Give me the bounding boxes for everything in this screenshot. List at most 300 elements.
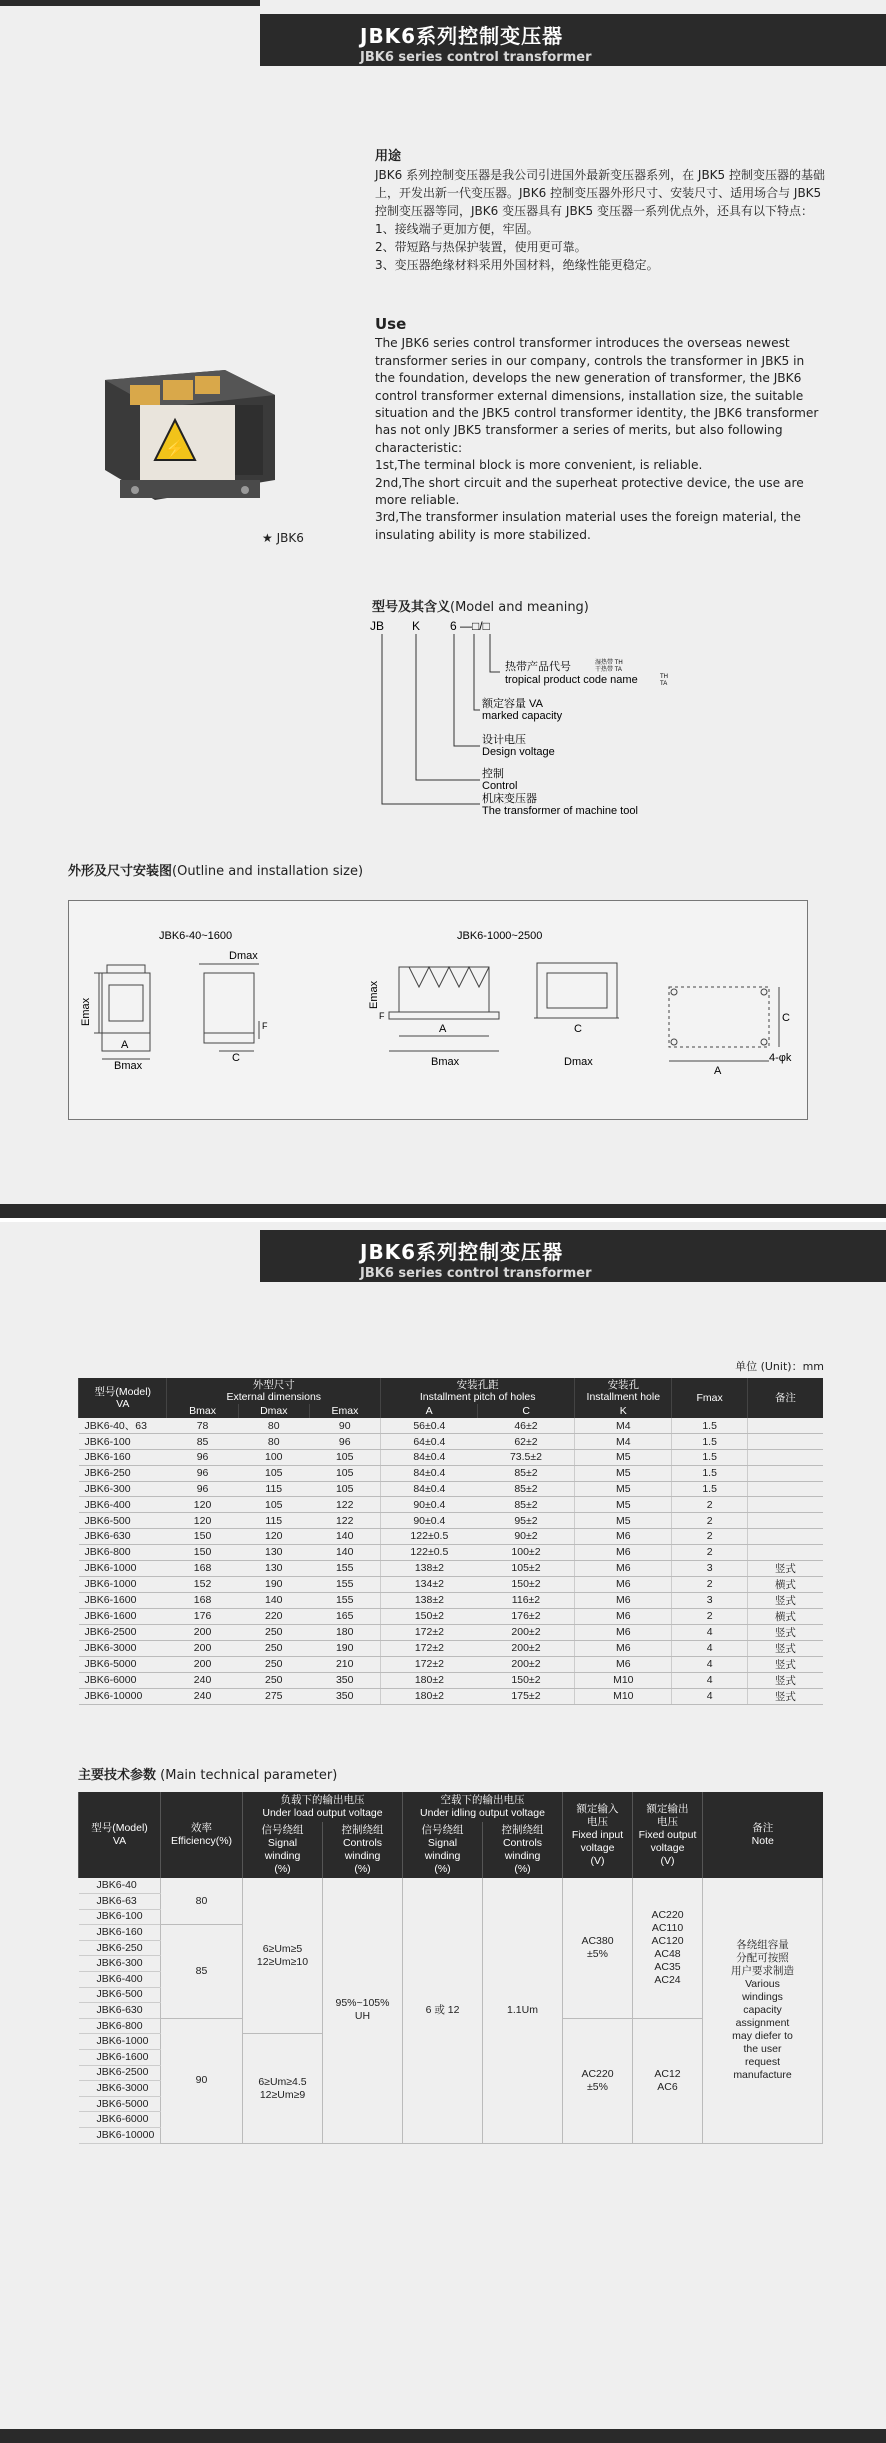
note-cell-line: may diefer to xyxy=(732,2029,793,2042)
table-row xyxy=(79,1418,824,1434)
table-cell: 172±2 xyxy=(381,1656,478,1672)
table-row xyxy=(79,1560,824,1576)
table-cell: 250 xyxy=(238,1624,309,1640)
dim-dmax-left: Dmax xyxy=(229,950,258,962)
use-en-body: The JBK6 series control transformer introduces the overseas newest transformer series in our company, controls the transformer in JBK5 in the foundation, develops the new generation of transformer, the JBK6 control transformer external dimensions, installation size, the suitable situation and the JBK5 control transformer identity, the JBK6 transformer has not only JBK5 transformer a series of merits, but also following characteristic: xyxy=(375,336,819,455)
table-cell: 116±2 xyxy=(478,1592,575,1608)
use-cn-point: 3、变压器绝缘材料采用外国材料，绝缘性能更稳定。 xyxy=(375,258,659,272)
meaning-note: 湿热带 TH xyxy=(595,660,623,666)
table-cell: 115 xyxy=(238,1481,309,1497)
note-cell-line: Various xyxy=(745,1977,780,1990)
table-cell: 105 xyxy=(238,1497,309,1513)
model-cell xyxy=(79,1894,161,1910)
model-cell-line: JBK6-63 xyxy=(96,1894,137,1907)
page-header xyxy=(260,1230,886,1282)
model-cell-line: JBK6-40 xyxy=(96,1879,137,1892)
use-cn-body: JBK6 系列控制变压器是我公司引进国外最新变压器系列，在 JBK5 控制变压器的基础上，开发出新一代变压器。JBK6 控制变压器外形尺寸、安装尺寸、适用场合与 JBK5 控制变压器等同，JBK6 变压器具有 JBK5 变压器一系列优点外，还具有以下特点： xyxy=(375,168,825,218)
dims-header-row xyxy=(79,1378,824,1404)
table-cell: 180±2 xyxy=(381,1672,478,1688)
table-cell: 2 xyxy=(672,1576,748,1592)
model-cell xyxy=(79,2003,161,2019)
model-cell-line: JBK6-160 xyxy=(96,1926,143,1939)
table-cell: 115 xyxy=(238,1513,309,1529)
tcol-load-control xyxy=(323,1822,403,1878)
eff-cell xyxy=(161,2018,243,2143)
table-cell xyxy=(747,1497,823,1513)
eff-cell xyxy=(161,1925,243,2019)
tcol-label: (%) xyxy=(274,1863,291,1875)
tcol-idle-control xyxy=(483,1822,563,1878)
table-cell: 100±2 xyxy=(478,1544,575,1560)
use-cn-point: 2、带短路与热保护装置，使用更可靠。 xyxy=(375,240,587,254)
table-cell: M6 xyxy=(575,1624,672,1640)
unit-label: 单位 (Unit)：mm xyxy=(735,1360,824,1373)
col-hole xyxy=(575,1378,672,1404)
col-a: A xyxy=(381,1404,478,1418)
table-row xyxy=(79,1497,824,1513)
table-cell: 46±2 xyxy=(478,1418,575,1434)
table-cell: 176±2 xyxy=(478,1608,575,1624)
tcol-label: (%) xyxy=(514,1863,531,1875)
table-cell: JBK6-1000 xyxy=(79,1576,167,1592)
table-cell: 90±0.4 xyxy=(381,1497,478,1513)
table-cell: 2 xyxy=(672,1529,748,1545)
table-cell: 2 xyxy=(672,1544,748,1560)
col-k: K xyxy=(575,1404,672,1418)
table-row xyxy=(79,1465,824,1481)
table-cell: 竖式 xyxy=(747,1656,823,1672)
page-bottom-bar xyxy=(0,2429,886,2443)
table-cell: 150 xyxy=(167,1544,238,1560)
col-fmax: Fmax xyxy=(672,1378,748,1418)
product-label: ★ JBK6 xyxy=(262,531,304,545)
output-cell-line: AC6 xyxy=(657,2080,678,2093)
meaning-item-cn: 机床变压器 xyxy=(482,793,537,805)
col-c: C xyxy=(478,1404,575,1418)
load-signal-cell-line: 12≥Um≥9 xyxy=(259,2088,306,2101)
model-cell xyxy=(79,2112,161,2128)
model-cell xyxy=(79,2018,161,2034)
table-cell: JBK6-160 xyxy=(79,1450,167,1466)
col-dmax: Dmax xyxy=(238,1404,309,1418)
model-cell-line: JBK6-500 xyxy=(96,1988,143,2001)
table-cell xyxy=(747,1450,823,1466)
output-cell xyxy=(633,1878,703,2018)
table-cell: 84±0.4 xyxy=(381,1465,478,1481)
output-cell-line: AC48 xyxy=(654,1947,681,1960)
tcol-output-cn2: 电压 xyxy=(657,1815,678,1828)
table-row xyxy=(79,1513,824,1529)
table-cell: JBK6-10000 xyxy=(79,1688,167,1704)
model-cell xyxy=(79,2050,161,2066)
table-cell: M5 xyxy=(575,1497,672,1513)
table-cell: 350 xyxy=(309,1688,380,1704)
tcol-input-en1: Fixed input xyxy=(571,1828,624,1841)
table-cell: 85±2 xyxy=(478,1481,575,1497)
table-cell: M5 xyxy=(575,1465,672,1481)
load-signal-cell-line: 6≥Um≥4.5 xyxy=(258,2075,307,2088)
tech-title-cn: 主要技术参数 xyxy=(78,1768,157,1783)
meaning-item-en: Control xyxy=(482,780,518,792)
technical-table xyxy=(78,1792,823,2144)
model-cell xyxy=(79,2034,161,2050)
tcol-output-cn: 额定输出 xyxy=(646,1802,689,1815)
table-cell: 200 xyxy=(167,1656,238,1672)
eff-cell-line: 85 xyxy=(195,1965,208,1978)
table-cell: 250 xyxy=(238,1672,309,1688)
table-cell: 138±2 xyxy=(381,1592,478,1608)
table-row xyxy=(79,1608,824,1624)
table-cell: 96 xyxy=(309,1434,380,1450)
catalog-page-1 xyxy=(0,0,886,1218)
table-cell: 96 xyxy=(167,1481,238,1497)
model-cell xyxy=(79,1940,161,1956)
table-cell: 1.5 xyxy=(672,1450,748,1466)
table-cell: 150±2 xyxy=(478,1672,575,1688)
dim-f-right: F xyxy=(379,1011,385,1021)
table-cell: 105±2 xyxy=(478,1560,575,1576)
table-cell: 190 xyxy=(238,1576,309,1592)
model-cell-line: JBK6-10000 xyxy=(96,2128,155,2141)
meaning-item-cn: 热带产品代号 xyxy=(505,661,571,673)
eff-cell-line: 80 xyxy=(195,1894,208,1907)
page-header xyxy=(260,14,886,66)
table-cell: 150±2 xyxy=(478,1576,575,1592)
dim-bmax-left: Bmax xyxy=(114,1060,143,1072)
dims-body xyxy=(79,1418,824,1704)
dim-a-install: A xyxy=(714,1065,722,1077)
model-cell-line: JBK6-1000 xyxy=(96,2035,149,2048)
use-en-point: 2nd,The short circuit and the superheat protective device, the use are more reliable. xyxy=(375,475,804,508)
table-row xyxy=(79,1688,824,1704)
meaning-item-en: The transformer of machine tool xyxy=(482,805,638,817)
note-cell-line: windings xyxy=(742,1990,783,2003)
table-cell: 90 xyxy=(309,1418,380,1434)
table-cell: 275 xyxy=(238,1688,309,1704)
table-cell xyxy=(747,1434,823,1450)
tcol-input-cn2: 电压 xyxy=(587,1815,608,1828)
load-signal-cell xyxy=(243,1878,323,2034)
model-cell xyxy=(79,1878,161,1894)
table-cell: 80 xyxy=(238,1434,309,1450)
use-en-title: Use xyxy=(375,315,407,333)
dimensions-table xyxy=(78,1378,823,1705)
table-cell: 168 xyxy=(167,1592,238,1608)
note-cell-line: the user xyxy=(743,2042,782,2055)
table-cell: 120 xyxy=(167,1513,238,1529)
table-cell: 350 xyxy=(309,1672,380,1688)
tcol-label: 信号绕组 xyxy=(421,1824,464,1836)
table-cell: 140 xyxy=(309,1529,380,1545)
tcol-load-en: Under load output voltage xyxy=(262,1807,383,1819)
table-cell: 84±0.4 xyxy=(381,1450,478,1466)
load-signal-cell xyxy=(243,2034,323,2143)
tcol-note-en: Note xyxy=(751,1835,774,1847)
model-cell xyxy=(79,1909,161,1925)
table-cell: 2 xyxy=(672,1513,748,1529)
product-photo xyxy=(95,340,285,530)
dim-c-left: C xyxy=(232,1052,240,1064)
table-cell: 140 xyxy=(238,1592,309,1608)
table-cell: JBK6-300 xyxy=(79,1481,167,1497)
tech-header-row xyxy=(79,1792,823,1822)
col-external-cn: 外型尺寸 xyxy=(252,1379,295,1391)
tcol-input xyxy=(563,1792,633,1878)
table-cell: M6 xyxy=(575,1560,672,1576)
meaning-item-en: tropical product code name xyxy=(505,674,638,686)
model-cell-line: JBK6-6000 xyxy=(96,2113,149,2126)
header-title-cn: JBK6系列控制变压器 xyxy=(360,24,564,48)
code-jb: JB xyxy=(370,619,385,633)
table-cell: 120 xyxy=(167,1497,238,1513)
input-cell-line: ±5% xyxy=(587,2080,608,2093)
tcol-input-en2: voltage xyxy=(580,1841,615,1854)
tcol-idle-cn: 空载下的输出电压 xyxy=(440,1794,525,1806)
table-cell: JBK6-3000 xyxy=(79,1640,167,1656)
table-cell: 竖式 xyxy=(747,1672,823,1688)
table-cell: 250 xyxy=(238,1656,309,1672)
tcol-output-en1: Fixed output xyxy=(638,1828,697,1841)
tcol-load xyxy=(243,1792,403,1822)
meaning-note: 干热带 TA xyxy=(595,667,622,673)
table-cell: 140 xyxy=(309,1544,380,1560)
table-cell: M4 xyxy=(575,1418,672,1434)
table-cell: 152 xyxy=(167,1576,238,1592)
use-en-point: 1st,The terminal block is more convenient, is reliable. xyxy=(375,458,703,473)
table-row xyxy=(79,1450,824,1466)
tcol-label: 信号绕组 xyxy=(261,1824,304,1836)
tcol-label: Controls xyxy=(502,1837,543,1849)
col-external xyxy=(167,1378,381,1404)
col-external-en: External dimensions xyxy=(226,1391,322,1403)
note-cell-line: 用户要求制造 xyxy=(731,1964,794,1977)
use-cn-section xyxy=(375,148,825,274)
load-control-cell-line: 95%~105% xyxy=(335,1997,390,2010)
table-cell: 4 xyxy=(672,1656,748,1672)
input-cell-line: AC220 xyxy=(581,2067,614,2080)
col-pitch xyxy=(381,1378,575,1404)
table-cell: 130 xyxy=(238,1544,309,1560)
model-cell xyxy=(79,1925,161,1941)
dim-a-left: A xyxy=(121,1039,129,1051)
table-cell: 180±2 xyxy=(381,1688,478,1704)
outline-title-en: (Outline and installation size) xyxy=(172,864,364,879)
table-cell: 150±2 xyxy=(381,1608,478,1624)
table-cell: 96 xyxy=(167,1450,238,1466)
svg-text:⚡: ⚡ xyxy=(163,439,187,459)
output-cell xyxy=(633,2018,703,2143)
tcol-label: Signal xyxy=(267,1837,298,1849)
meaning-item-en: marked capacity xyxy=(482,710,563,722)
model-cell-line: JBK6-630 xyxy=(96,2004,143,2017)
col-emax: Emax xyxy=(309,1404,380,1418)
model-cell-line: JBK6-300 xyxy=(96,1957,143,1970)
model-cell-line: JBK6-1600 xyxy=(96,2050,149,2063)
table-cell: 2 xyxy=(672,1608,748,1624)
header-title-cn: JBK6系列控制变压器 xyxy=(360,1240,564,1264)
note-cell-line: 分配可按照 xyxy=(736,1951,789,1964)
table-cell: 96 xyxy=(167,1465,238,1481)
table-cell: M6 xyxy=(575,1592,672,1608)
table-cell: JBK6-400 xyxy=(79,1497,167,1513)
table-cell: 1.5 xyxy=(672,1465,748,1481)
tcol-idle xyxy=(403,1792,563,1822)
meaning-sub: TA xyxy=(660,681,668,687)
table-cell: JBK6-5000 xyxy=(79,1656,167,1672)
dim-dmax-right: Dmax xyxy=(564,1056,593,1068)
table-cell: 横式 xyxy=(747,1608,823,1624)
dim-c-right: C xyxy=(574,1023,582,1035)
table-cell: 90±2 xyxy=(478,1529,575,1545)
table-row xyxy=(79,1624,824,1640)
dim-a-right: A xyxy=(439,1023,447,1035)
meaning-title-cn: 型号及其含义 xyxy=(372,600,451,615)
header-title-en: JBK6 series control transformer xyxy=(360,50,592,65)
output-cell-line: AC35 xyxy=(654,1960,681,1973)
table-cell: 85±2 xyxy=(478,1465,575,1481)
dim-f-left: F xyxy=(262,1021,268,1031)
table-cell: JBK6-500 xyxy=(79,1513,167,1529)
table-cell: 168 xyxy=(167,1560,238,1576)
tcol-label: (%) xyxy=(434,1863,451,1875)
table-cell: 138±2 xyxy=(381,1560,478,1576)
table-cell: 165 xyxy=(309,1608,380,1624)
table-cell: 122±0.5 xyxy=(381,1544,478,1560)
table-cell: 64±0.4 xyxy=(381,1434,478,1450)
tcol-input-cn: 额定输入 xyxy=(576,1802,619,1815)
table-cell: M5 xyxy=(575,1450,672,1466)
dim-hole: 4-φk xyxy=(769,1052,792,1064)
table-cell: JBK6-40、63 xyxy=(79,1418,167,1434)
model-meaning-diagram xyxy=(370,612,730,822)
outline-title-cn: 外形及尺寸安装图 xyxy=(68,864,173,879)
table-cell: 190 xyxy=(309,1640,380,1656)
table-row xyxy=(79,1529,824,1545)
output-cell-line: AC110 xyxy=(651,1921,684,1934)
tcol-load-cn: 负载下的输出电压 xyxy=(280,1794,365,1806)
tcol-label: 控制绕组 xyxy=(501,1824,544,1836)
note-cell-line: 各绕组容量 xyxy=(736,1938,789,1951)
idle-control-cell xyxy=(483,1878,563,2143)
table-cell: 172±2 xyxy=(381,1624,478,1640)
tcol-input-v: (V) xyxy=(590,1854,605,1867)
table-cell: M4 xyxy=(575,1434,672,1450)
note-cell-line: assignment xyxy=(735,2016,790,2029)
table-cell: 3 xyxy=(672,1560,748,1576)
eff-cell xyxy=(161,1878,243,1925)
tcol-load-signal xyxy=(243,1822,323,1878)
note-cell-line: request xyxy=(744,2055,781,2068)
meaning-item-cn: 控制 xyxy=(482,768,504,780)
col-pitch-cn: 安装孔距 xyxy=(456,1379,499,1391)
tech-body xyxy=(79,1878,823,2143)
table-cell: 120 xyxy=(238,1529,309,1545)
table-cell: M6 xyxy=(575,1544,672,1560)
table-cell: 1.5 xyxy=(672,1418,748,1434)
tcol-output-en2: voltage xyxy=(650,1841,685,1854)
col-pitch-en: Installment pitch of holes xyxy=(419,1391,536,1403)
page-bottom-bar xyxy=(0,1204,886,1218)
table-row xyxy=(79,1656,824,1672)
load-control-cell xyxy=(323,1878,403,2143)
use-cn-title: 用途 xyxy=(375,149,402,164)
model-cell-line: JBK6-100 xyxy=(96,1910,143,1923)
tcol-idle-signal xyxy=(403,1822,483,1878)
table-cell: 95±2 xyxy=(478,1513,575,1529)
note-cell xyxy=(703,1878,823,2143)
tcol-label: Signal xyxy=(427,1837,458,1849)
outline-label-right: JBK6-1000~2500 xyxy=(457,930,543,942)
table-cell: 210 xyxy=(309,1656,380,1672)
use-cn-point: 1、接线端子更加方便，牢固。 xyxy=(375,222,539,236)
table-cell: 130 xyxy=(238,1560,309,1576)
tech-title xyxy=(78,1764,337,1783)
table-cell: JBK6-1000 xyxy=(79,1560,167,1576)
table-cell: 56±0.4 xyxy=(381,1418,478,1434)
note-cell-line: capacity xyxy=(743,2003,782,2016)
col-model-label: 型号(Model) xyxy=(94,1386,152,1398)
table-cell: 122±0.5 xyxy=(381,1529,478,1545)
dim-c-install: C xyxy=(782,1012,790,1024)
table-cell xyxy=(747,1465,823,1481)
table-cell: 85 xyxy=(167,1434,238,1450)
input-cell-line: AC380 xyxy=(581,1934,614,1947)
table-cell: 2 xyxy=(672,1497,748,1513)
tcol-note-cn: 备注 xyxy=(752,1822,774,1834)
table-cell: JBK6-100 xyxy=(79,1434,167,1450)
table-cell: M6 xyxy=(575,1640,672,1656)
table-cell: 90±0.4 xyxy=(381,1513,478,1529)
table-cell: 4 xyxy=(672,1624,748,1640)
table-cell xyxy=(747,1418,823,1434)
col-note: 备注 xyxy=(747,1378,823,1418)
meaning-item-en: Design voltage xyxy=(482,746,555,758)
model-cell-line: JBK6-250 xyxy=(96,1941,143,1954)
col-model xyxy=(79,1378,167,1418)
table-row xyxy=(79,1672,824,1688)
table-cell: 竖式 xyxy=(747,1592,823,1608)
header-title-en: JBK6 series control transformer xyxy=(360,1266,592,1281)
model-cell xyxy=(79,2081,161,2097)
table-cell: 4 xyxy=(672,1688,748,1704)
use-en-section xyxy=(375,316,825,544)
tcol-model-label: 型号(Model) xyxy=(91,1822,148,1834)
eff-cell-line: 90 xyxy=(195,2074,208,2087)
table-cell: 1.5 xyxy=(672,1434,748,1450)
meaning-item-cn: 额定容量 VA xyxy=(482,698,543,710)
table-cell: 竖式 xyxy=(747,1688,823,1704)
table-cell: 78 xyxy=(167,1418,238,1434)
table-cell: JBK6-1600 xyxy=(79,1592,167,1608)
tcol-label: (%) xyxy=(354,1863,371,1875)
code-k: K xyxy=(412,619,421,633)
table-cell: 180 xyxy=(309,1624,380,1640)
table-cell: JBK6-800 xyxy=(79,1544,167,1560)
output-cell-line: AC220 xyxy=(651,1908,684,1921)
table-cell: 200±2 xyxy=(478,1624,575,1640)
top-bar xyxy=(0,0,260,6)
model-cell xyxy=(79,2128,161,2144)
table-row xyxy=(79,1640,824,1656)
load-signal-cell-line: 6≥Um≥5 xyxy=(262,1942,303,1955)
tcol-eff-cn: 效率 xyxy=(191,1822,212,1834)
table-cell: JBK6-250 xyxy=(79,1465,167,1481)
idle-control-cell-line: 1.1Um xyxy=(507,2003,538,2016)
outline-label-left: JBK6-40~1600 xyxy=(159,930,233,942)
table-cell xyxy=(747,1544,823,1560)
table-cell: 155 xyxy=(309,1592,380,1608)
model-cell xyxy=(79,1987,161,2003)
